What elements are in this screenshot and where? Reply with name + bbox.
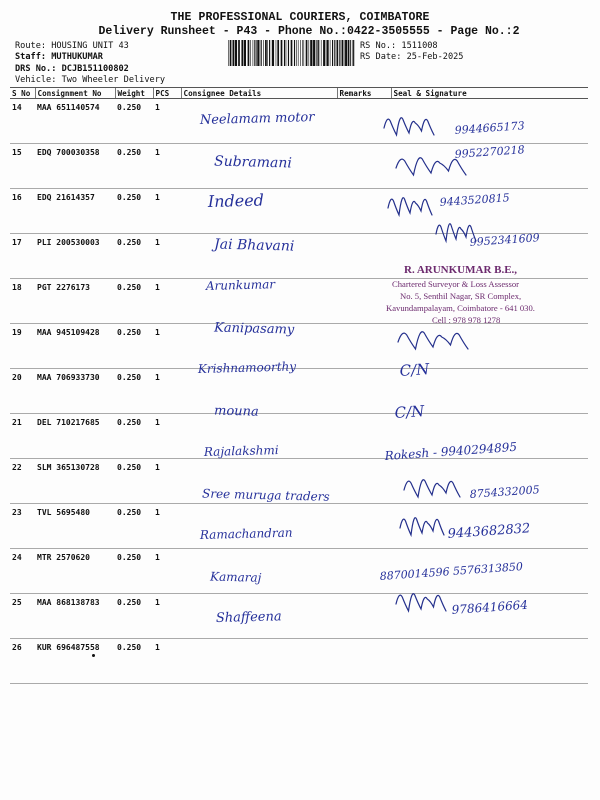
cell-pcs: 1 xyxy=(153,99,181,144)
stamp-address-2: Kavundampalayam, Coimbatore - 641 030. xyxy=(386,303,535,313)
col-consignee: Consignee Details xyxy=(181,88,337,99)
cell-weight: 0.250 xyxy=(115,504,153,549)
cell-sno: 16 xyxy=(10,189,35,234)
cell-signature xyxy=(391,369,588,414)
table-row xyxy=(10,459,588,504)
cell-consignee xyxy=(181,279,337,324)
cell-remarks xyxy=(337,594,391,639)
staff-label: Staff: xyxy=(15,52,47,62)
cell-pcs: 1 xyxy=(153,414,181,459)
consignee-handwriting: Indeed xyxy=(207,190,265,211)
col-weight: Weight xyxy=(115,88,153,99)
cell-consignment: EDQ 21614357 xyxy=(35,189,115,234)
cell-weight: 0.250 xyxy=(115,324,153,369)
signature-handwriting: 9443682832 xyxy=(447,521,531,542)
surveyor-stamp xyxy=(382,262,582,340)
cell-consignee xyxy=(181,144,337,189)
consignee-handwriting: Subramani xyxy=(213,153,293,172)
cell-pcs: 1 xyxy=(153,594,181,639)
signature-handwriting: C/N xyxy=(394,401,425,422)
barcode-image xyxy=(228,40,356,66)
col-consignment: Consignment No xyxy=(35,88,115,99)
signature-handwriting: 9952270218 xyxy=(454,143,526,161)
consignee-handwriting: Arunkumar xyxy=(205,277,276,293)
cell-consignment: PLI 200530003 xyxy=(35,234,115,279)
cell-remarks xyxy=(337,459,391,504)
cell-consignee xyxy=(181,549,337,594)
consignee-handwriting: Kanipasamy xyxy=(213,320,295,338)
delivery-table xyxy=(10,87,588,684)
cell-weight: 0.250 xyxy=(115,459,153,504)
col-remarks: Remarks xyxy=(337,88,391,99)
cell-sno: 14 xyxy=(10,99,35,144)
cell-signature xyxy=(391,189,588,234)
consignee-handwriting: Krishnamoorthy xyxy=(197,359,297,376)
rs-date: RS Date: 25-Feb-2025 xyxy=(360,52,464,62)
cell-remarks xyxy=(337,414,391,459)
cell-consignment: TVL 5695480 xyxy=(35,504,115,549)
drs-label: DRS No.: xyxy=(15,64,57,74)
cell-consignment: MAA 868138783 xyxy=(35,594,115,639)
cell-signature xyxy=(391,99,588,144)
cell-sno: 23 xyxy=(10,504,35,549)
cell-consignee xyxy=(181,504,337,549)
cell-weight: 0.250 xyxy=(115,594,153,639)
staff-value: MUTHUKUMAR xyxy=(51,52,103,62)
cell-weight: 0.250 xyxy=(115,414,153,459)
cell-weight: 0.250 xyxy=(115,144,153,189)
signature-handwriting: 8870014596 5576313850 xyxy=(379,560,524,583)
cell-sno: 15 xyxy=(10,144,35,189)
consignee-handwriting: mouna xyxy=(213,403,259,420)
staff xyxy=(15,52,103,62)
cell-signature xyxy=(391,549,588,594)
stamp-cell: Cell : 978 978 1278 xyxy=(432,315,501,325)
cell-consignment: MAA 945109428 xyxy=(35,324,115,369)
cell-consignment: DEL 710217685 xyxy=(35,414,115,459)
cell-sno: 18 xyxy=(10,279,35,324)
cell-remarks xyxy=(337,504,391,549)
cell-weight: 0.250 xyxy=(115,549,153,594)
cell-sno: 25 xyxy=(10,594,35,639)
cell-sno: 20 xyxy=(10,369,35,414)
consignee-handwriting: Ramachandran xyxy=(199,525,293,542)
signature-handwriting: C/N xyxy=(399,359,430,380)
cell-sno: 19 xyxy=(10,324,35,369)
cell-weight: 0.250 xyxy=(115,369,153,414)
cell-remarks xyxy=(337,99,391,144)
table-row xyxy=(10,639,588,684)
cell-sno: 24 xyxy=(10,549,35,594)
col-pcs: PCS xyxy=(153,88,181,99)
table-row xyxy=(10,414,588,459)
consignee-handwriting: Kamaraj xyxy=(209,569,262,585)
consignee-handwriting: Shaffeena xyxy=(215,609,282,626)
signature-handwriting: 9786416664 xyxy=(451,597,529,617)
cell-pcs: 1 xyxy=(153,279,181,324)
cell-signature xyxy=(391,504,588,549)
cell-consignment: MAA 651140574 xyxy=(35,99,115,144)
cell-consignment: KUR 696487558 xyxy=(35,639,115,684)
cell-consignee xyxy=(181,234,337,279)
col-sno: S No xyxy=(10,88,35,99)
table-row xyxy=(10,189,588,234)
drs-number xyxy=(15,64,129,74)
vehicle: Vehicle: Two Wheeler Delivery xyxy=(15,75,166,85)
cell-pcs: 1 xyxy=(153,549,181,594)
table-row xyxy=(10,99,588,144)
cell-pcs: 1 xyxy=(153,369,181,414)
table-header-row xyxy=(10,88,588,99)
cell-sno: 21 xyxy=(10,414,35,459)
signature-handwriting: 9443520815 xyxy=(439,191,511,209)
runsheet-subtitle: Delivery Runsheet - P43 - Phone No.:0422-3505555 - Page No.:2 xyxy=(98,25,520,38)
cell-consignment: MAA 706933730 xyxy=(35,369,115,414)
company-title: THE PROFESSIONAL COURIERS, COIMBATORE xyxy=(170,11,430,24)
cell-pcs: 1 xyxy=(153,189,181,234)
cell-consignment: PGT 2276173 xyxy=(35,279,115,324)
cell-remarks xyxy=(337,369,391,414)
cell-pcs: 1 xyxy=(153,459,181,504)
cell-consignment: EDQ 700030358 xyxy=(35,144,115,189)
stamp-address-1: No. 5, Senthil Nagar, SR Complex, xyxy=(400,291,522,301)
cell-consignee xyxy=(181,324,337,369)
consignee-handwriting: Rajalakshmi xyxy=(203,443,279,459)
stamp-title: Chartered Surveyor & Loss Assessor xyxy=(392,279,519,289)
cell-remarks xyxy=(337,144,391,189)
cell-sno: 22 xyxy=(10,459,35,504)
consignee-handwriting: Neelamam motor xyxy=(199,110,315,128)
table-row xyxy=(10,549,588,594)
stray-dot xyxy=(92,654,95,657)
cell-consignee xyxy=(181,594,337,639)
table-row xyxy=(10,144,588,189)
rs-number: RS No.: 1511008 xyxy=(360,41,438,51)
stamp-name: R. ARUNKUMAR B.E., xyxy=(404,264,518,276)
cell-signature xyxy=(391,594,588,639)
signature-handwriting: 9944665173 xyxy=(454,119,526,137)
cell-consignee xyxy=(181,639,337,684)
consignee-handwriting: Sree muruga traders xyxy=(201,486,330,504)
table-row xyxy=(10,369,588,414)
col-signature: Seal & Signature xyxy=(391,88,588,99)
cell-pcs: 1 xyxy=(153,324,181,369)
cell-weight: 0.250 xyxy=(115,189,153,234)
cell-signature xyxy=(391,639,588,684)
cell-weight: 0.250 xyxy=(115,279,153,324)
drs-value: DCJB151100802 xyxy=(61,64,129,74)
route: Route: HOUSING UNIT 43 xyxy=(15,41,129,51)
cell-consignment: MTR 2570620 xyxy=(35,549,115,594)
cell-signature xyxy=(391,144,588,189)
cell-pcs: 1 xyxy=(153,504,181,549)
cell-pcs: 1 xyxy=(153,234,181,279)
cell-weight: 0.250 xyxy=(115,99,153,144)
cell-consignee xyxy=(181,99,337,144)
cell-consignee xyxy=(181,189,337,234)
cell-consignment: SLM 365130728 xyxy=(35,459,115,504)
consignee-handwriting: Jai Bhavani xyxy=(213,236,295,255)
signature-handwriting: 8754332005 xyxy=(469,483,541,501)
table-row xyxy=(10,594,588,639)
cell-signature xyxy=(391,414,588,459)
cell-signature xyxy=(391,459,588,504)
cell-remarks xyxy=(337,549,391,594)
cell-pcs: 1 xyxy=(153,639,181,684)
table-row xyxy=(10,504,588,549)
signature-handwriting: 9952341609 xyxy=(469,231,541,249)
cell-weight: 0.250 xyxy=(115,639,153,684)
cell-remarks xyxy=(337,639,391,684)
signature-handwriting: Rokesh - 9940294895 xyxy=(384,439,518,463)
cell-pcs: 1 xyxy=(153,144,181,189)
cell-consignee xyxy=(181,414,337,459)
cell-consignee xyxy=(181,459,337,504)
cell-sno: 17 xyxy=(10,234,35,279)
cell-sno: 26 xyxy=(10,639,35,684)
cell-weight: 0.250 xyxy=(115,234,153,279)
cell-consignee xyxy=(181,369,337,414)
cell-remarks xyxy=(337,189,391,234)
